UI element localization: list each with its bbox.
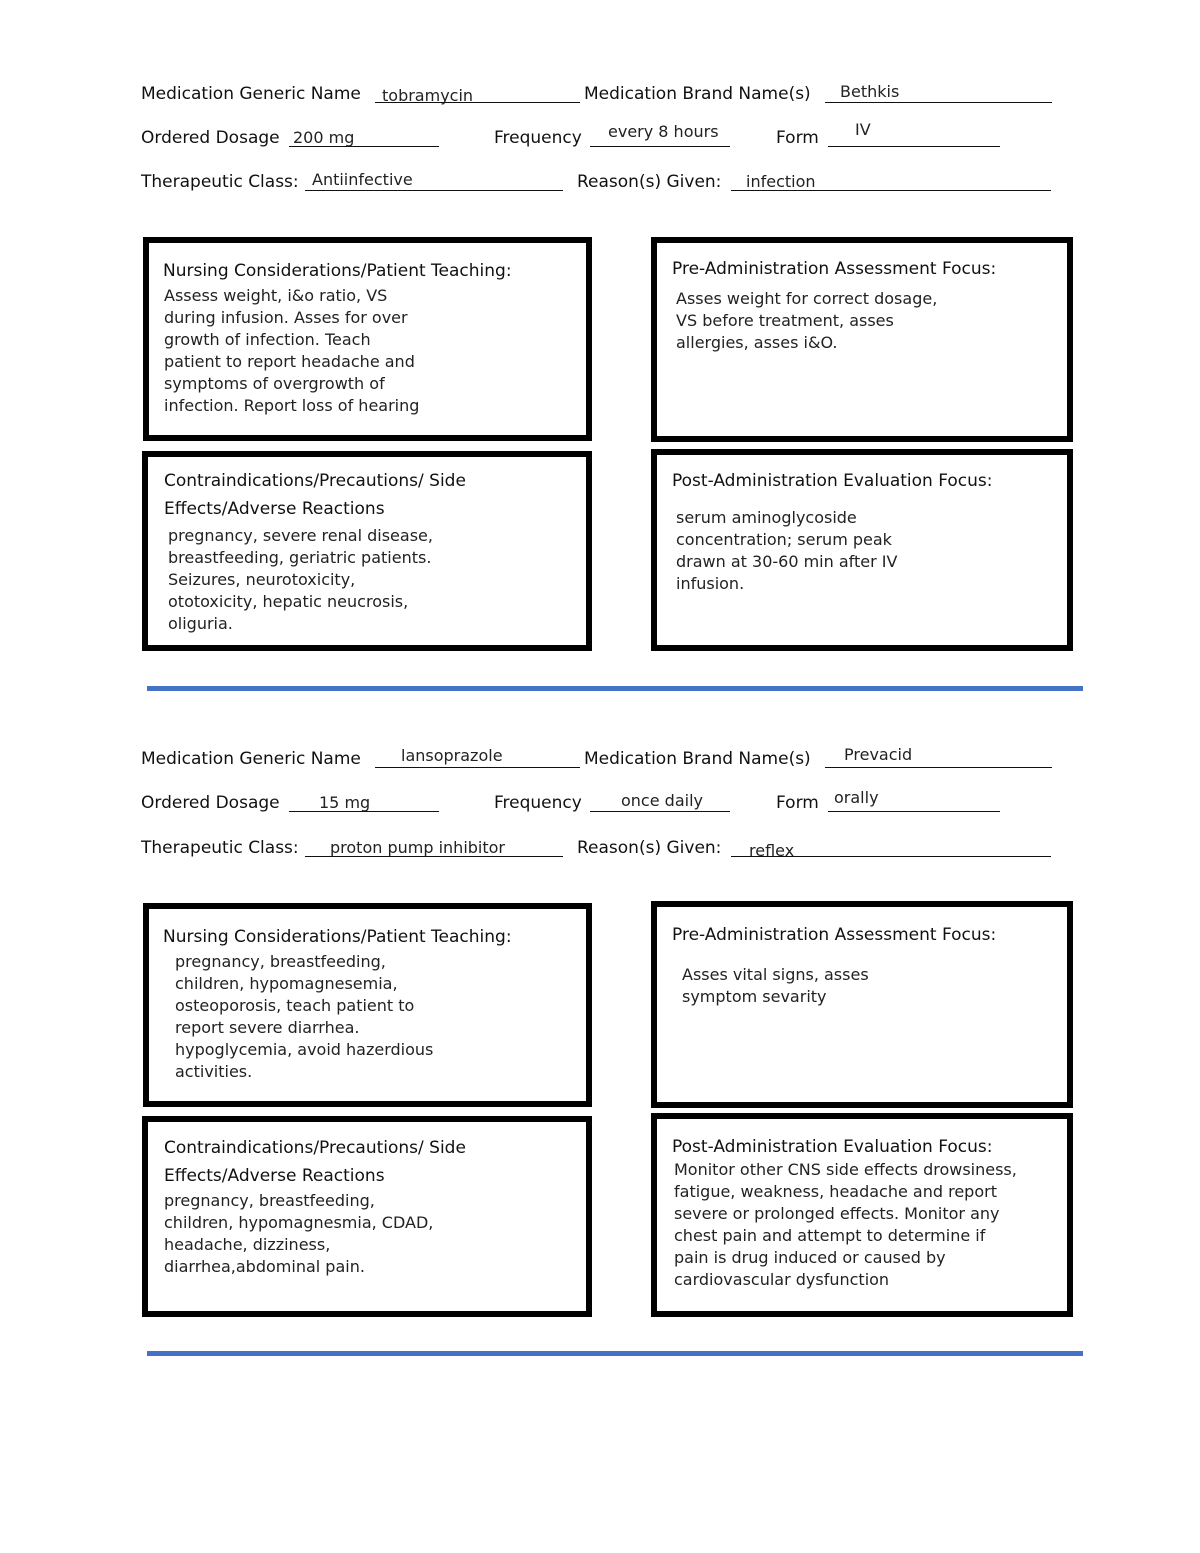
- reasons-given-label: Reason(s) Given:: [577, 838, 722, 858]
- post-administration-text[interactable]: serum aminoglycoside concentration; serum peak drawn at 30-60 min after IV infusion.: [676, 508, 898, 593]
- therapeutic-class-label: Therapeutic Class:: [141, 838, 299, 858]
- nursing-considerations-box: [143, 903, 592, 1107]
- reasons-given-value[interactable]: infection: [746, 172, 816, 191]
- post-administration-title: Post-Administration Evaluation Focus:: [672, 471, 993, 491]
- ordered-dosage-value[interactable]: 15 mg: [319, 793, 371, 812]
- post-administration-text[interactable]: Monitor other CNS side effects drowsiness, fatigue, weakness, headache and report severe or prolonged effects. Monitor any chest pain and attempt to determine if pain is drug induced or caused by cardiovascular dysfunction: [674, 1160, 1017, 1289]
- nursing-considerations-title: Nursing Considerations/Patient Teaching:: [163, 927, 512, 947]
- therapeutic-class-value[interactable]: Antiinfective: [312, 170, 413, 189]
- form-label: Form: [776, 793, 819, 813]
- contraindications-text[interactable]: pregnancy, severe renal disease, breastfeeding, geriatric patients. Seizures, neurotoxicity, ototoxicity, hepatic neucrosis, oliguria.: [168, 526, 433, 633]
- therapeutic-class-label: Therapeutic Class:: [141, 172, 299, 192]
- post-administration-box: [651, 1113, 1073, 1317]
- nursing-considerations-title: Nursing Considerations/Patient Teaching:: [163, 261, 512, 281]
- post-administration-box: [651, 449, 1073, 651]
- therapeutic-class-value[interactable]: proton pump inhibitor: [330, 838, 505, 857]
- post-administration-title: Post-Administration Evaluation Focus:: [672, 1137, 993, 1157]
- section-divider-2: [147, 1351, 1083, 1356]
- reasons-given-label: Reason(s) Given:: [577, 172, 722, 192]
- generic-name-line: [375, 767, 580, 768]
- nursing-considerations-text[interactable]: pregnancy, breastfeeding, children, hypomagnesemia, osteoporosis, teach patient to report severe diarrhea. hypoglycemia, avoid hazerdious activities.: [175, 952, 434, 1081]
- generic-name-label: Medication Generic Name: [141, 749, 361, 769]
- brand-name-value[interactable]: Bethkis: [840, 82, 900, 101]
- pre-administration-text[interactable]: Asses weight for correct dosage, VS before treatment, asses allergies, asses i&O.: [676, 289, 938, 352]
- generic-name-value[interactable]: lansoprazole: [401, 746, 503, 765]
- pre-administration-box: [651, 901, 1073, 1108]
- ordered-dosage-label: Ordered Dosage: [141, 793, 280, 813]
- ordered-dosage-value[interactable]: 200 mg: [293, 128, 355, 147]
- nursing-considerations-box: [143, 237, 592, 441]
- form-label: Form: [776, 128, 819, 148]
- contraindications-title-2: Effects/Adverse Reactions: [164, 499, 385, 519]
- form-value[interactable]: IV: [855, 120, 871, 139]
- ordered-dosage-label: Ordered Dosage: [141, 128, 280, 148]
- contraindications-box: [142, 1116, 592, 1317]
- contraindications-title-2: Effects/Adverse Reactions: [164, 1166, 385, 1186]
- pre-administration-title: Pre-Administration Assessment Focus:: [672, 925, 997, 945]
- contraindications-title-1: Contraindications/Precautions/ Side: [164, 1138, 466, 1158]
- contraindications-box: [142, 451, 592, 651]
- frequency-value[interactable]: once daily: [621, 791, 703, 810]
- contraindications-text[interactable]: pregnancy, breastfeeding, children, hypomagnesmia, CDAD, headache, dizziness, diarrhea,abdominal pain.: [164, 1191, 434, 1276]
- brand-name-line: [825, 102, 1052, 103]
- therapeutic-class-line: [305, 190, 563, 191]
- brand-name-value[interactable]: Prevacid: [844, 745, 913, 764]
- frequency-label: Frequency: [494, 128, 582, 148]
- form-line: [828, 146, 1000, 147]
- pre-administration-text[interactable]: Asses vital signs, asses symptom sevarity: [682, 965, 869, 1006]
- pre-administration-box: [651, 237, 1073, 442]
- brand-name-label: Medication Brand Name(s): [584, 749, 811, 769]
- reasons-given-value[interactable]: reflex: [749, 841, 795, 860]
- frequency-value[interactable]: every 8 hours: [608, 122, 719, 141]
- nursing-considerations-text[interactable]: Assess weight, i&o ratio, VS during infusion. Asses for over growth of infection. Teach patient to report headache and symptoms of overgrowth of infection. Report loss of hearing: [164, 286, 420, 415]
- pre-administration-title: Pre-Administration Assessment Focus:: [672, 259, 997, 279]
- contraindications-title-1: Contraindications/Precautions/ Side: [164, 471, 466, 491]
- frequency-label: Frequency: [494, 793, 582, 813]
- frequency-line: [590, 811, 730, 812]
- generic-name-value[interactable]: tobramycin: [382, 86, 474, 105]
- form-value[interactable]: orally: [834, 788, 879, 807]
- generic-name-label: Medication Generic Name: [141, 84, 361, 104]
- brand-name-label: Medication Brand Name(s): [584, 84, 811, 104]
- form-line: [828, 811, 1000, 812]
- brand-name-line: [825, 767, 1052, 768]
- frequency-line: [590, 146, 730, 147]
- section-divider-1: [147, 686, 1083, 691]
